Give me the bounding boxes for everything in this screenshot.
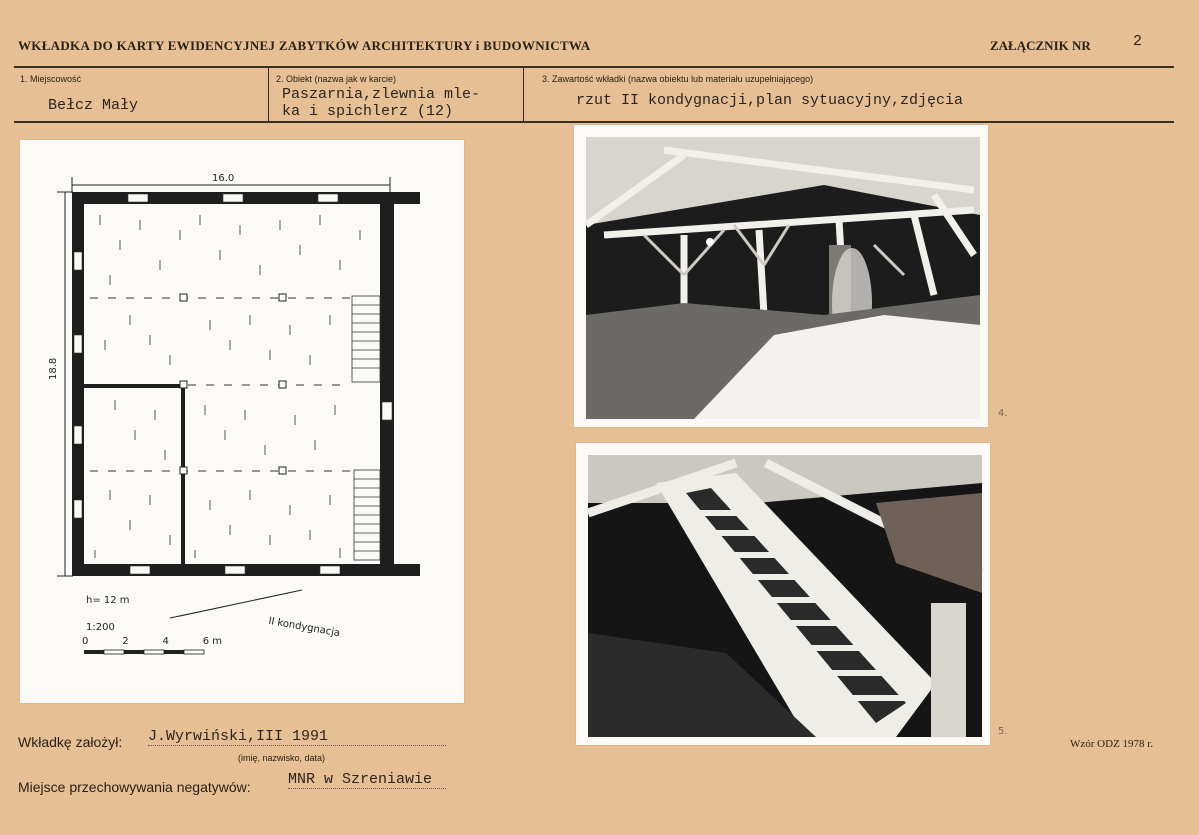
field-divider-1 — [268, 68, 269, 122]
scale-label: 1:200 — [86, 622, 115, 633]
object-label: 2. Obiekt (nazwa jak w karcie) — [276, 74, 397, 84]
photo1-number: 4. — [998, 408, 1008, 419]
storage-value: MNR w Szreniawie — [288, 771, 446, 789]
content-value: rzut II kondygnacji,plan sytuacyjny,zdjęcia — [576, 92, 964, 109]
wooden-stairs-image — [576, 443, 990, 745]
storage-label: Miejsce przechowywania negatywów: — [18, 779, 251, 795]
created-by-hint: (imię, nazwisko, data) — [238, 753, 326, 763]
form-title: WKŁADKA DO KARTY EWIDENCYJNEJ ZABYTKÓW ARCHITEKTURY i BUDOWNICTWA — [18, 38, 591, 53]
height-note: h= 12 m — [86, 595, 130, 606]
floor-plan-sheet — [20, 140, 464, 703]
scale-tick-2: 2 — [122, 636, 129, 647]
scale-tick-6: 6 m — [202, 636, 222, 647]
content-label: 3. Zawartość wkładki (nazwa obiektu lub materiału uzupełniającego) — [542, 74, 814, 84]
locality-value: Bełcz Mały — [48, 97, 139, 114]
annex-number: 2 — [1133, 33, 1143, 50]
object-value-line2: ka i spichlerz (12) — [282, 103, 454, 120]
floor-plan-drawing — [20, 140, 464, 703]
header-rule-bottom — [14, 121, 1174, 123]
width-dimension: 16.0 — [212, 173, 235, 184]
scale-tick-4: 4 — [162, 636, 169, 647]
photo2-number: 5. — [998, 726, 1008, 737]
created-by-label: Wkładkę założył: — [18, 734, 123, 750]
height-dimension: 18.8 — [48, 357, 59, 380]
field-divider-2 — [523, 68, 524, 122]
header-rule-top — [14, 66, 1174, 68]
created-by-value: J.Wyrwiński,III 1991 — [148, 728, 446, 746]
scale-ticks — [82, 636, 222, 647]
annex-label: ZAŁĄCZNIK NR — [990, 38, 1091, 53]
locality-label: 1. Miejscowość — [20, 74, 82, 84]
object-value-line1: Paszarnia,zlewnia mle- — [282, 86, 481, 103]
scale-tick-0: 0 — [82, 636, 89, 647]
form-note: Wzór ODZ 1978 r. — [1070, 738, 1154, 750]
attic-truss-image — [574, 125, 988, 427]
photo-wooden-stairs — [576, 443, 990, 745]
floor-label: II kondygnacja — [267, 615, 341, 640]
photo-attic-truss — [574, 125, 988, 427]
